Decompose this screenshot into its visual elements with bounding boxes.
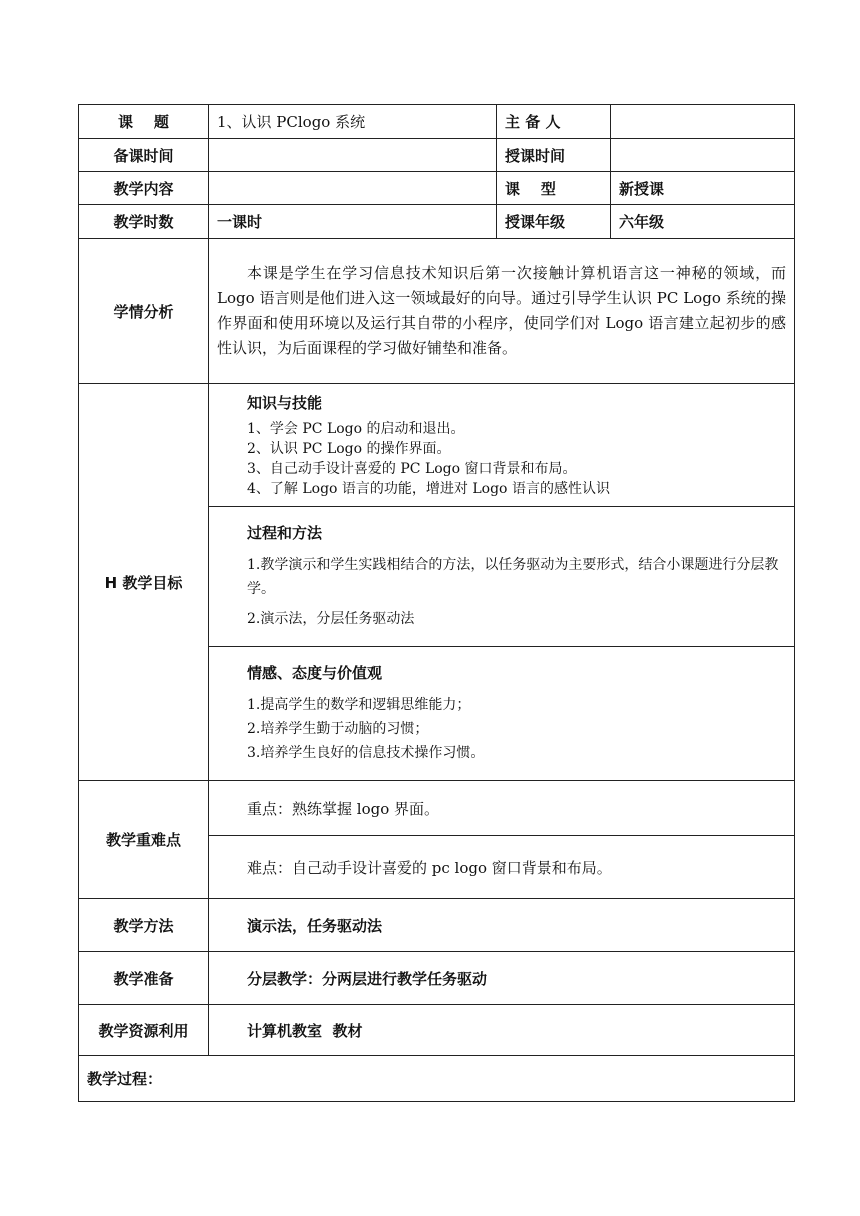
lesson-plan-table — [78, 104, 795, 1102]
process-cell — [209, 507, 795, 647]
knowledge-item: 4、了解 Logo 语言的功能，增进对 Logo 语言的感性认识 — [247, 480, 610, 497]
method-value: 演示法，任务驱动法 — [209, 899, 795, 952]
knowledge-cell — [209, 384, 795, 507]
content-value — [209, 172, 497, 205]
process-item: 1.教学演示和学生实践相结合的方法，以任务驱动为主要形式，结合小课题进行分层教学。 — [247, 557, 779, 597]
teach-time-value — [611, 139, 795, 172]
process-heading: 过程和方法 — [247, 524, 323, 542]
analysis-text: 本课是学生在学习信息技术知识后第一次接触计算机语言这一神秘的领域，而 Logo 语言则是他们进入这一领域最好的向导。通过引导学生认识 PC Logo 系统的操作界面和使用环境以及运行其自带的小程序，使同学们对 Logo 语言建立起初步的感性认识，为后面课程的学习做好铺垫和准备。 — [217, 264, 786, 357]
preparation-value: 分层教学：分两层进行教学任务驱动 — [209, 952, 795, 1005]
prep-time-label: 备课时间 — [79, 139, 209, 172]
type-value: 新授课 — [611, 172, 795, 205]
topic-label: 课 题 — [79, 105, 209, 139]
resources-value: 计算机教室 教材 — [209, 1005, 795, 1056]
hours-row — [79, 205, 795, 239]
grade-value: 六年级 — [611, 205, 795, 239]
resources-label: 教学资源利用 — [79, 1005, 209, 1056]
process-title: 教学过程： — [79, 1056, 795, 1102]
teach-time-label: 授课时间 — [497, 139, 611, 172]
key-difficulty-text: 难点：自己动手设计喜爱的 pc logo 窗口背景和布局。 — [209, 836, 795, 899]
goals-label: H 教学目标 — [79, 384, 209, 781]
method-row — [79, 899, 795, 952]
method-label: 教学方法 — [79, 899, 209, 952]
attitude-heading: 情感、态度与价值观 — [247, 664, 383, 682]
prep-time-value — [209, 139, 497, 172]
hours-value: 一课时 — [209, 205, 497, 239]
attitude-item: 3.培养学生良好的信息技术操作习惯。 — [247, 745, 485, 761]
attitude-cell — [209, 647, 795, 781]
type-label: 课 型 — [497, 172, 611, 205]
analysis-label: 学情分析 — [79, 239, 209, 384]
key-focus-row — [79, 781, 795, 836]
content-row — [79, 172, 795, 205]
key-points-label: 教学重难点 — [79, 781, 209, 899]
attitude-item: 1.提高学生的数学和逻辑思维能力； — [247, 697, 471, 713]
preparer-label: 主 备 人 — [497, 105, 611, 139]
analysis-row — [79, 239, 795, 384]
prep-time-row — [79, 139, 795, 172]
grade-label: 授课年级 — [497, 205, 611, 239]
goals-knowledge-row — [79, 384, 795, 507]
analysis-cell — [209, 239, 795, 384]
attitude-item: 2.培养学生勤于动脑的习惯； — [247, 721, 429, 737]
content-label: 教学内容 — [79, 172, 209, 205]
knowledge-heading: 知识与技能 — [247, 393, 323, 412]
process-title-row — [79, 1056, 795, 1102]
topic-value: 1、认识 PClogo 系统 — [209, 105, 497, 139]
preparation-label: 教学准备 — [79, 952, 209, 1005]
hours-label: 教学时数 — [79, 205, 209, 239]
key-focus-text: 重点：熟练掌握 logo 界面。 — [209, 781, 795, 836]
knowledge-item: 3、自己动手设计喜爱的 PC Logo 窗口背景和布局。 — [247, 460, 577, 477]
topic-row — [79, 105, 795, 139]
preparation-row — [79, 952, 795, 1005]
process-item: 2.演示法，分层任务驱动法 — [247, 611, 415, 627]
preparer-value — [611, 105, 795, 139]
knowledge-item: 2、认识 PC Logo 的操作界面。 — [247, 440, 451, 457]
resources-row — [79, 1005, 795, 1056]
knowledge-item: 1、学会 PC Logo 的启动和退出。 — [247, 420, 465, 437]
